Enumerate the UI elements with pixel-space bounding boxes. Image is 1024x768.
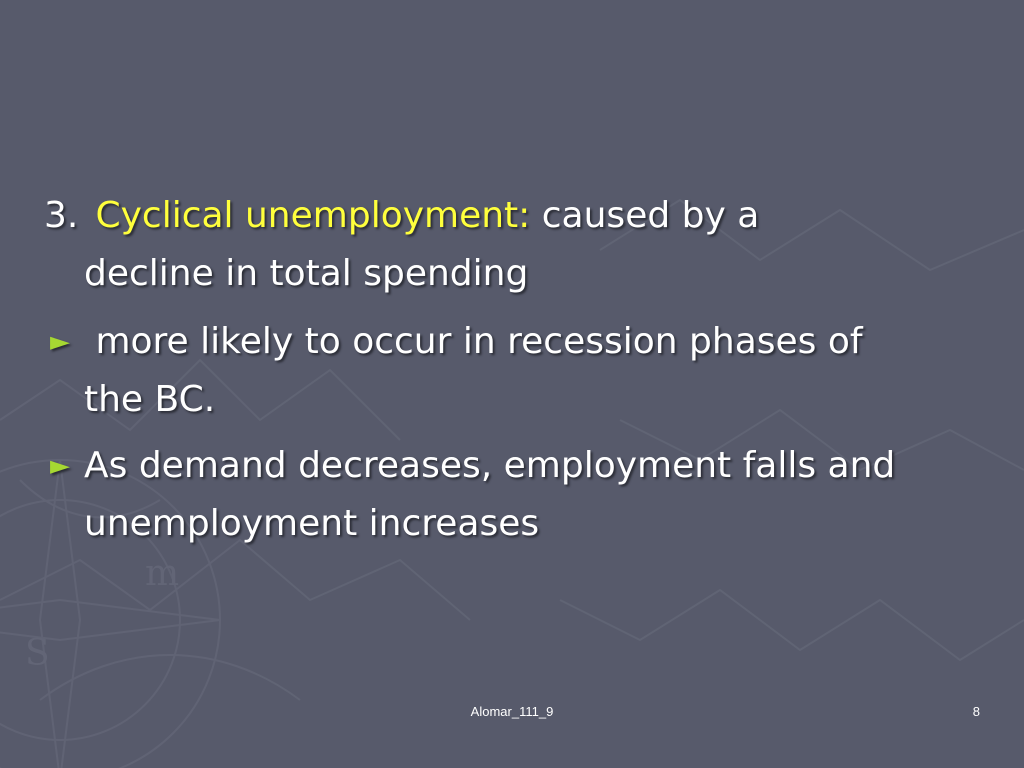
item-cyclical-unemployment	[44, 187, 994, 303]
term-highlight: Cyclical unemployment:	[95, 195, 531, 236]
page-number: 8	[972, 704, 980, 719]
slide-body	[44, 187, 994, 553]
bullet-text-line1: As demand decreases, employment falls and	[84, 445, 896, 486]
svg-text:S: S	[25, 633, 50, 674]
right-pointing-triangle-icon: ►	[50, 327, 70, 357]
item-text-line2: decline in total spending	[84, 253, 529, 294]
bullet-demand	[44, 437, 994, 553]
right-pointing-triangle-icon: ►	[50, 451, 70, 481]
bullet-text-line2: unemployment increases	[84, 503, 540, 544]
bullet-recession	[44, 313, 994, 429]
footer-label: Alomar_111_9	[470, 704, 554, 719]
svg-text:m: m	[145, 553, 180, 594]
bullet-text-line1: more likely to occur in recession phases of	[95, 321, 863, 362]
item-number: 3.	[44, 195, 79, 236]
bullet-text-line2: the BC.	[84, 379, 216, 420]
item-text-line1: caused by a	[541, 195, 760, 236]
